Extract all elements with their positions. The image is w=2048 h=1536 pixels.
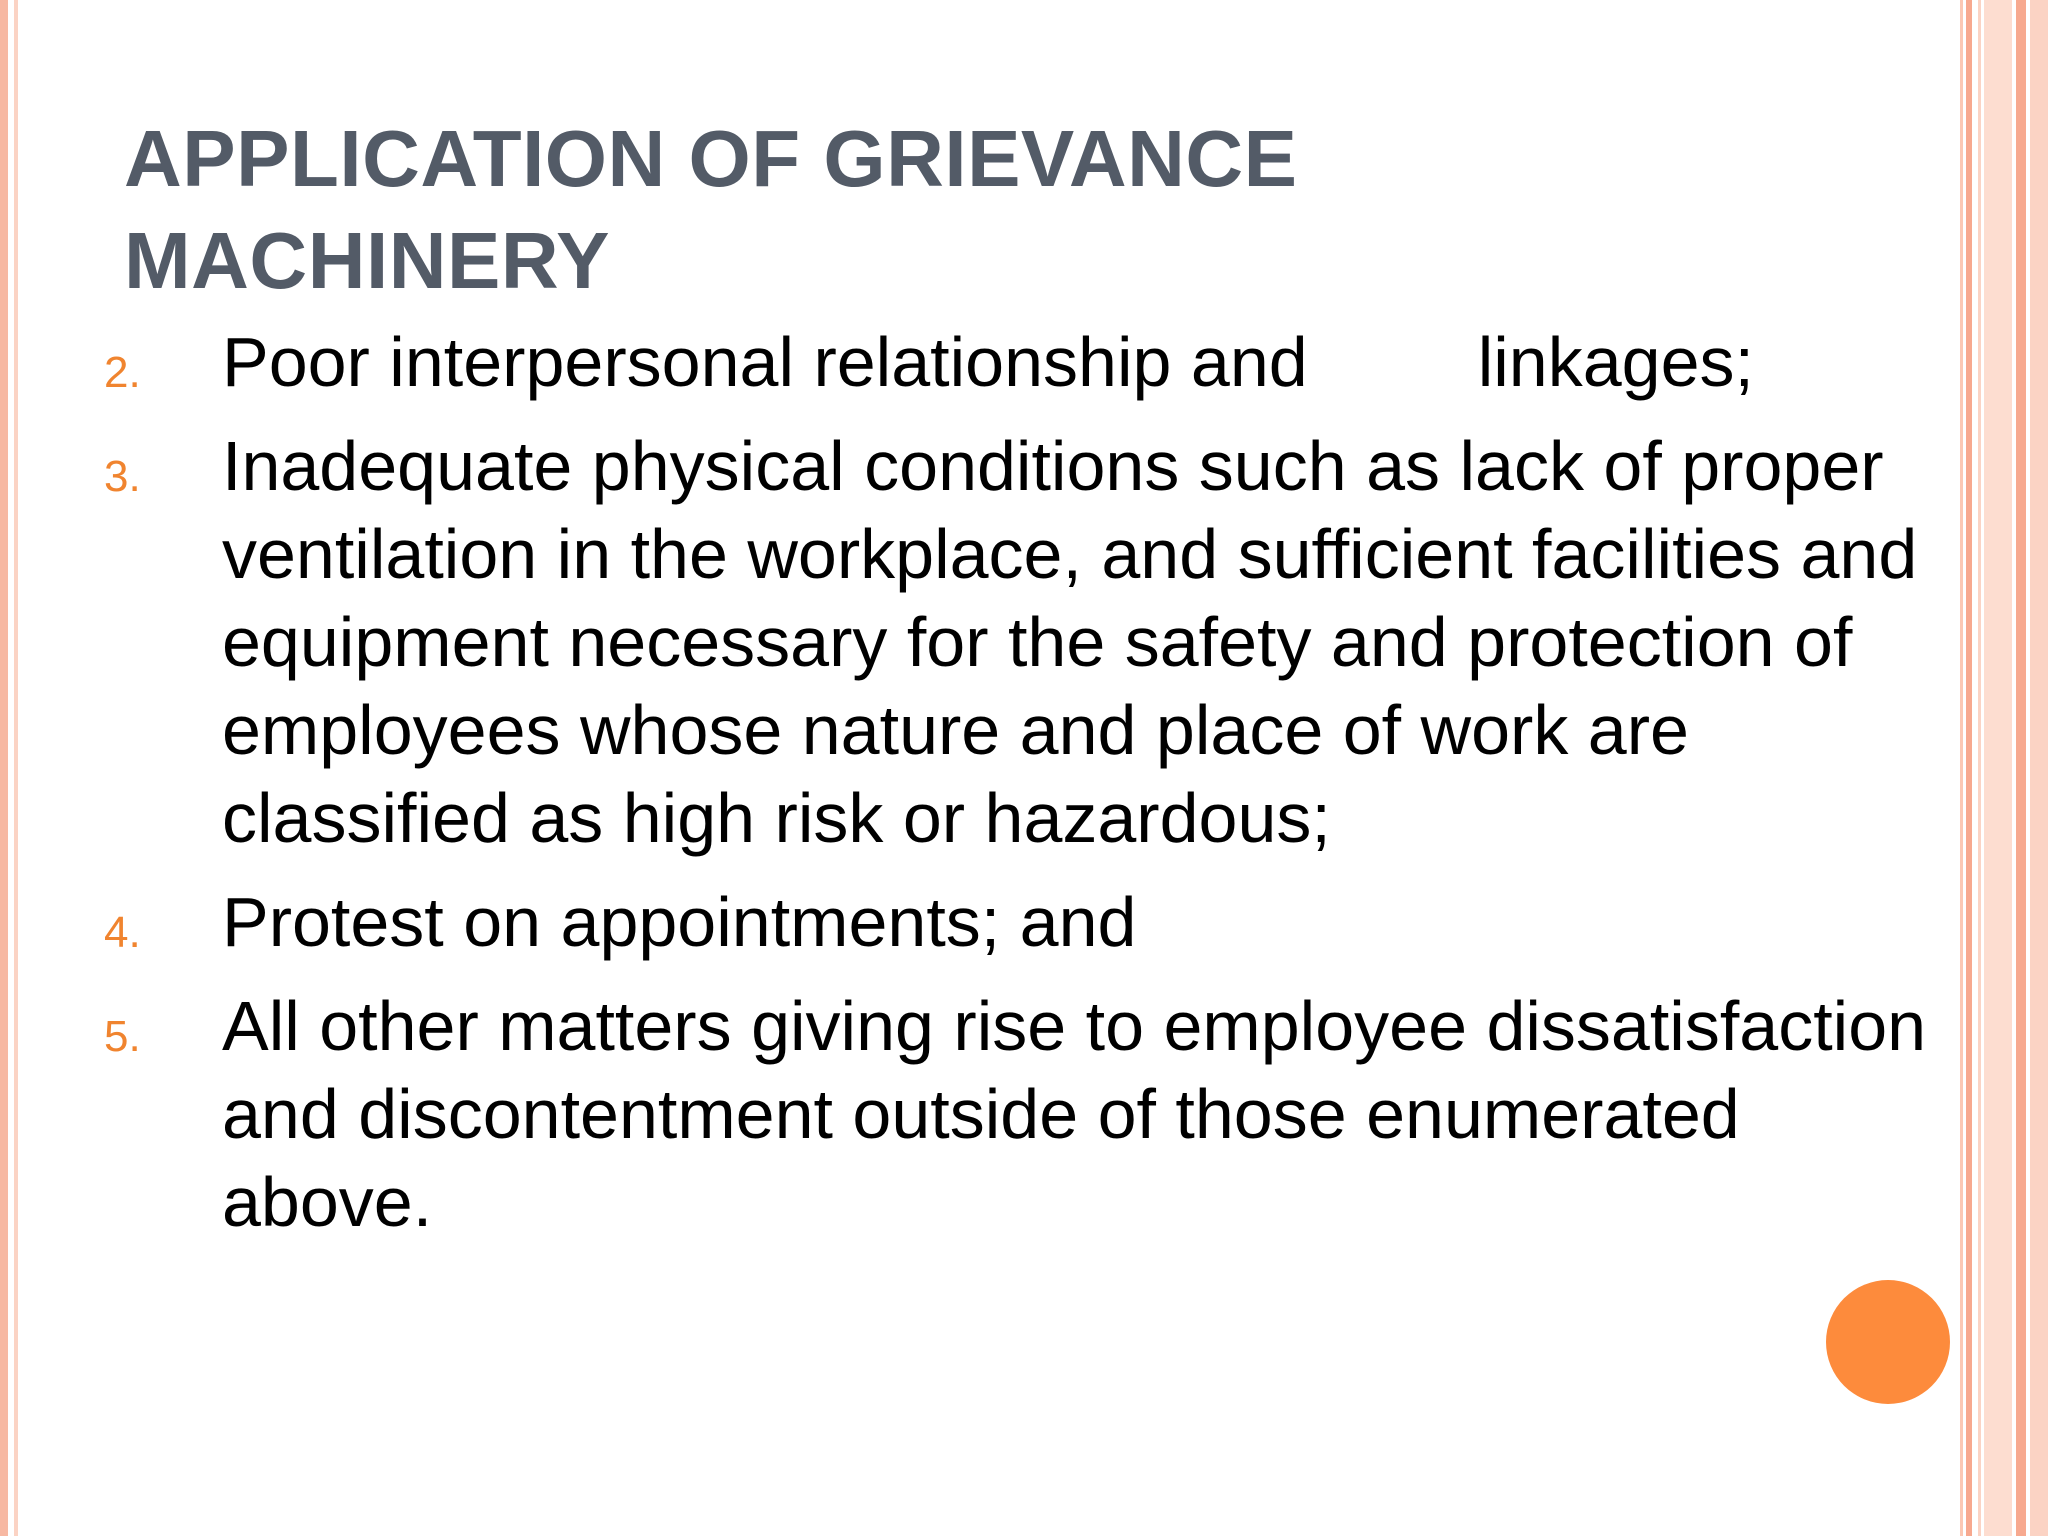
list-item-number: 3. [104, 452, 141, 501]
list-item-number: 5. [104, 1012, 141, 1061]
list-item-text-part: linkages; [1477, 323, 1754, 401]
list-item-number: 2. [104, 348, 141, 397]
list-item-text: Inadequate physical conditions such as lack of proper ventilation in the workplace, and sufficient facilities and equipment necessary for the safety and protection of employees whose nature and place of work are classified as high risk or hazardous; [222, 427, 1918, 857]
list-item [0, 318, 1960, 406]
right-border-stripe [1978, 0, 1981, 1536]
list-item-text-part: Poor interpersonal relationship and [222, 323, 1308, 401]
list-item-text [222, 318, 1962, 406]
list-item [0, 422, 1960, 862]
orange-circle-decoration [1826, 1280, 1950, 1404]
list-item-text: All other matters giving rise to employee dissatisfaction and discontentment outside of those enumerated above. [222, 987, 1927, 1241]
right-border-stripe [1984, 0, 2012, 1536]
right-border-stripe [2030, 0, 2048, 1536]
right-border-stripe [2016, 0, 2026, 1536]
slide-title: APPLICATION OF GRIEVANCE MACHINERY [124, 114, 1298, 305]
right-border-stripe [1966, 0, 1972, 1536]
list-item [0, 878, 1960, 966]
list-item [0, 982, 1960, 1246]
list-item-number: 4. [104, 908, 141, 957]
numbered-list [0, 318, 1960, 1262]
list-item-text: Protest on appointments; and [222, 883, 1137, 961]
